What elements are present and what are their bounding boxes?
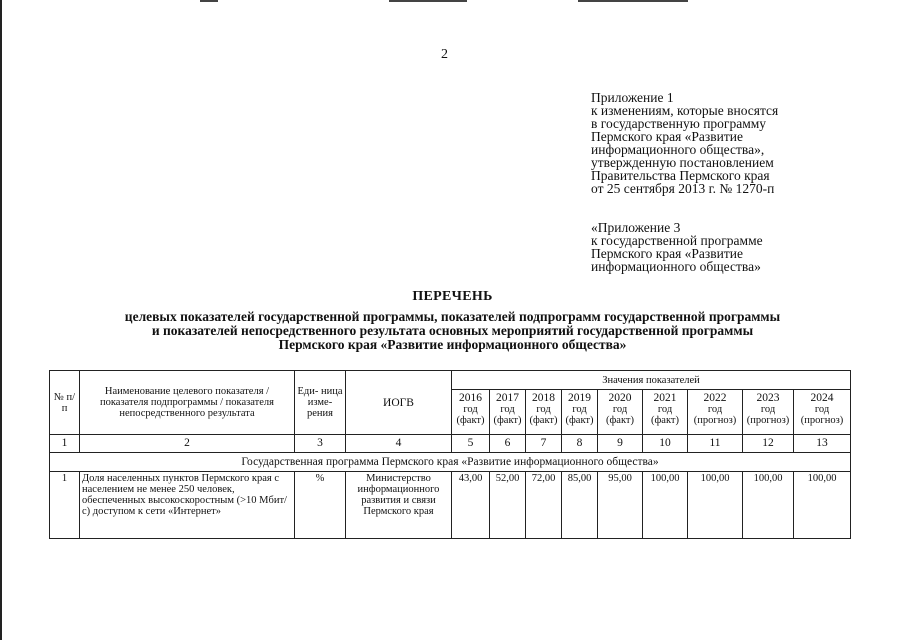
header-unit: Еди- ница изме- рения <box>295 371 346 435</box>
annex-3-line: Пермского края «Развитие <box>591 246 743 261</box>
year-header: 2020 год (факт) <box>598 390 643 435</box>
annex-3-block <box>591 221 763 273</box>
document-subtitle <box>0 310 905 352</box>
row-name: Доля населенных пунктов Пермского края с населением не менее 250 человек, обеспеченных высокоскоростным (>10 Мбит/с) доступом к сети «Интернет» <box>80 472 295 539</box>
row-value: 52,00 <box>490 472 526 539</box>
row-value: 95,00 <box>598 472 643 539</box>
year-header: 2022 год (прогноз) <box>688 390 743 435</box>
annex-1-line: от 25 сентября 2013 г. № 1270-п <box>591 181 775 196</box>
year-header: 2021 год (факт) <box>643 390 688 435</box>
top-scan-mark <box>200 0 218 2</box>
year-header: 2018 год (факт) <box>526 390 562 435</box>
column-number: 9 <box>598 435 643 453</box>
column-number: 11 <box>688 435 743 453</box>
top-scan-mark <box>578 0 688 2</box>
column-number: 2 <box>80 435 295 453</box>
year-header: 2019 год (факт) <box>562 390 598 435</box>
column-number: 4 <box>346 435 452 453</box>
annex-3-line: информационного общества» <box>591 259 761 274</box>
row-value: 100,00 <box>643 472 688 539</box>
annex-3-line: «Приложение 3 <box>591 220 681 235</box>
year-header: 2017 год (факт) <box>490 390 526 435</box>
row-no: 1 <box>50 472 80 539</box>
year-header: 2016 год (факт) <box>452 390 490 435</box>
year-header: 2023 год (прогноз) <box>743 390 794 435</box>
annex-1-line: Приложение 1 <box>591 90 674 105</box>
annex-1-line: в государственную программу <box>591 116 767 131</box>
header-no: № п/п <box>50 371 80 435</box>
header-values: Значения показателей <box>452 371 851 390</box>
row-value: 72,00 <box>526 472 562 539</box>
header-name: Наименование целевого показателя / показателя подпрограммы / показателя непосредственного результата <box>80 371 295 435</box>
indicators-table <box>49 370 851 539</box>
column-number: 8 <box>562 435 598 453</box>
row-unit: % <box>295 472 346 539</box>
row-value: 100,00 <box>794 472 851 539</box>
column-number: 5 <box>452 435 490 453</box>
section-row <box>50 453 851 472</box>
column-number: 3 <box>295 435 346 453</box>
annex-1-line: информационного общества», <box>591 142 765 157</box>
annex-3-line: к государственной программе <box>591 233 763 248</box>
table-row <box>50 472 851 539</box>
row-value: 100,00 <box>743 472 794 539</box>
annex-1-block <box>591 91 778 195</box>
column-number: 6 <box>490 435 526 453</box>
column-number: 12 <box>743 435 794 453</box>
header-iogv: ИОГВ <box>346 371 452 435</box>
column-number: 7 <box>526 435 562 453</box>
subtitle-line: целевых показателей государственной программы, показателей подпрограмм государственной программы <box>124 309 781 324</box>
column-number: 13 <box>794 435 851 453</box>
column-number: 1 <box>50 435 80 453</box>
annex-1-line: Пермского края «Развитие <box>591 129 743 144</box>
row-value: 85,00 <box>562 472 598 539</box>
annex-1-line: утвержденную постановлением <box>591 155 774 170</box>
column-number-row <box>50 435 851 453</box>
column-number: 10 <box>643 435 688 453</box>
row-value: 43,00 <box>452 472 490 539</box>
document-title: ПЕРЕЧЕНЬ <box>412 289 493 304</box>
year-header: 2024 год (прогноз) <box>794 390 851 435</box>
row-value: 100,00 <box>688 472 743 539</box>
subtitle-line: Пермского края «Развитие информационного общества» <box>278 337 627 352</box>
row-iogv: Министерство информационного развития и связи Пермского края <box>346 472 452 539</box>
annex-1-line: к изменениям, которые вносятся <box>591 103 779 118</box>
subtitle-line: и показателей непосредственного результата основных мероприятий государственной программы <box>151 323 754 338</box>
section-title: Государственная программа Пермского края «Развитие информационного общества» <box>50 453 851 472</box>
top-scan-mark <box>389 0 467 2</box>
page-number: 2 <box>441 47 448 62</box>
annex-1-line: Правительства Пермского края <box>591 168 770 183</box>
